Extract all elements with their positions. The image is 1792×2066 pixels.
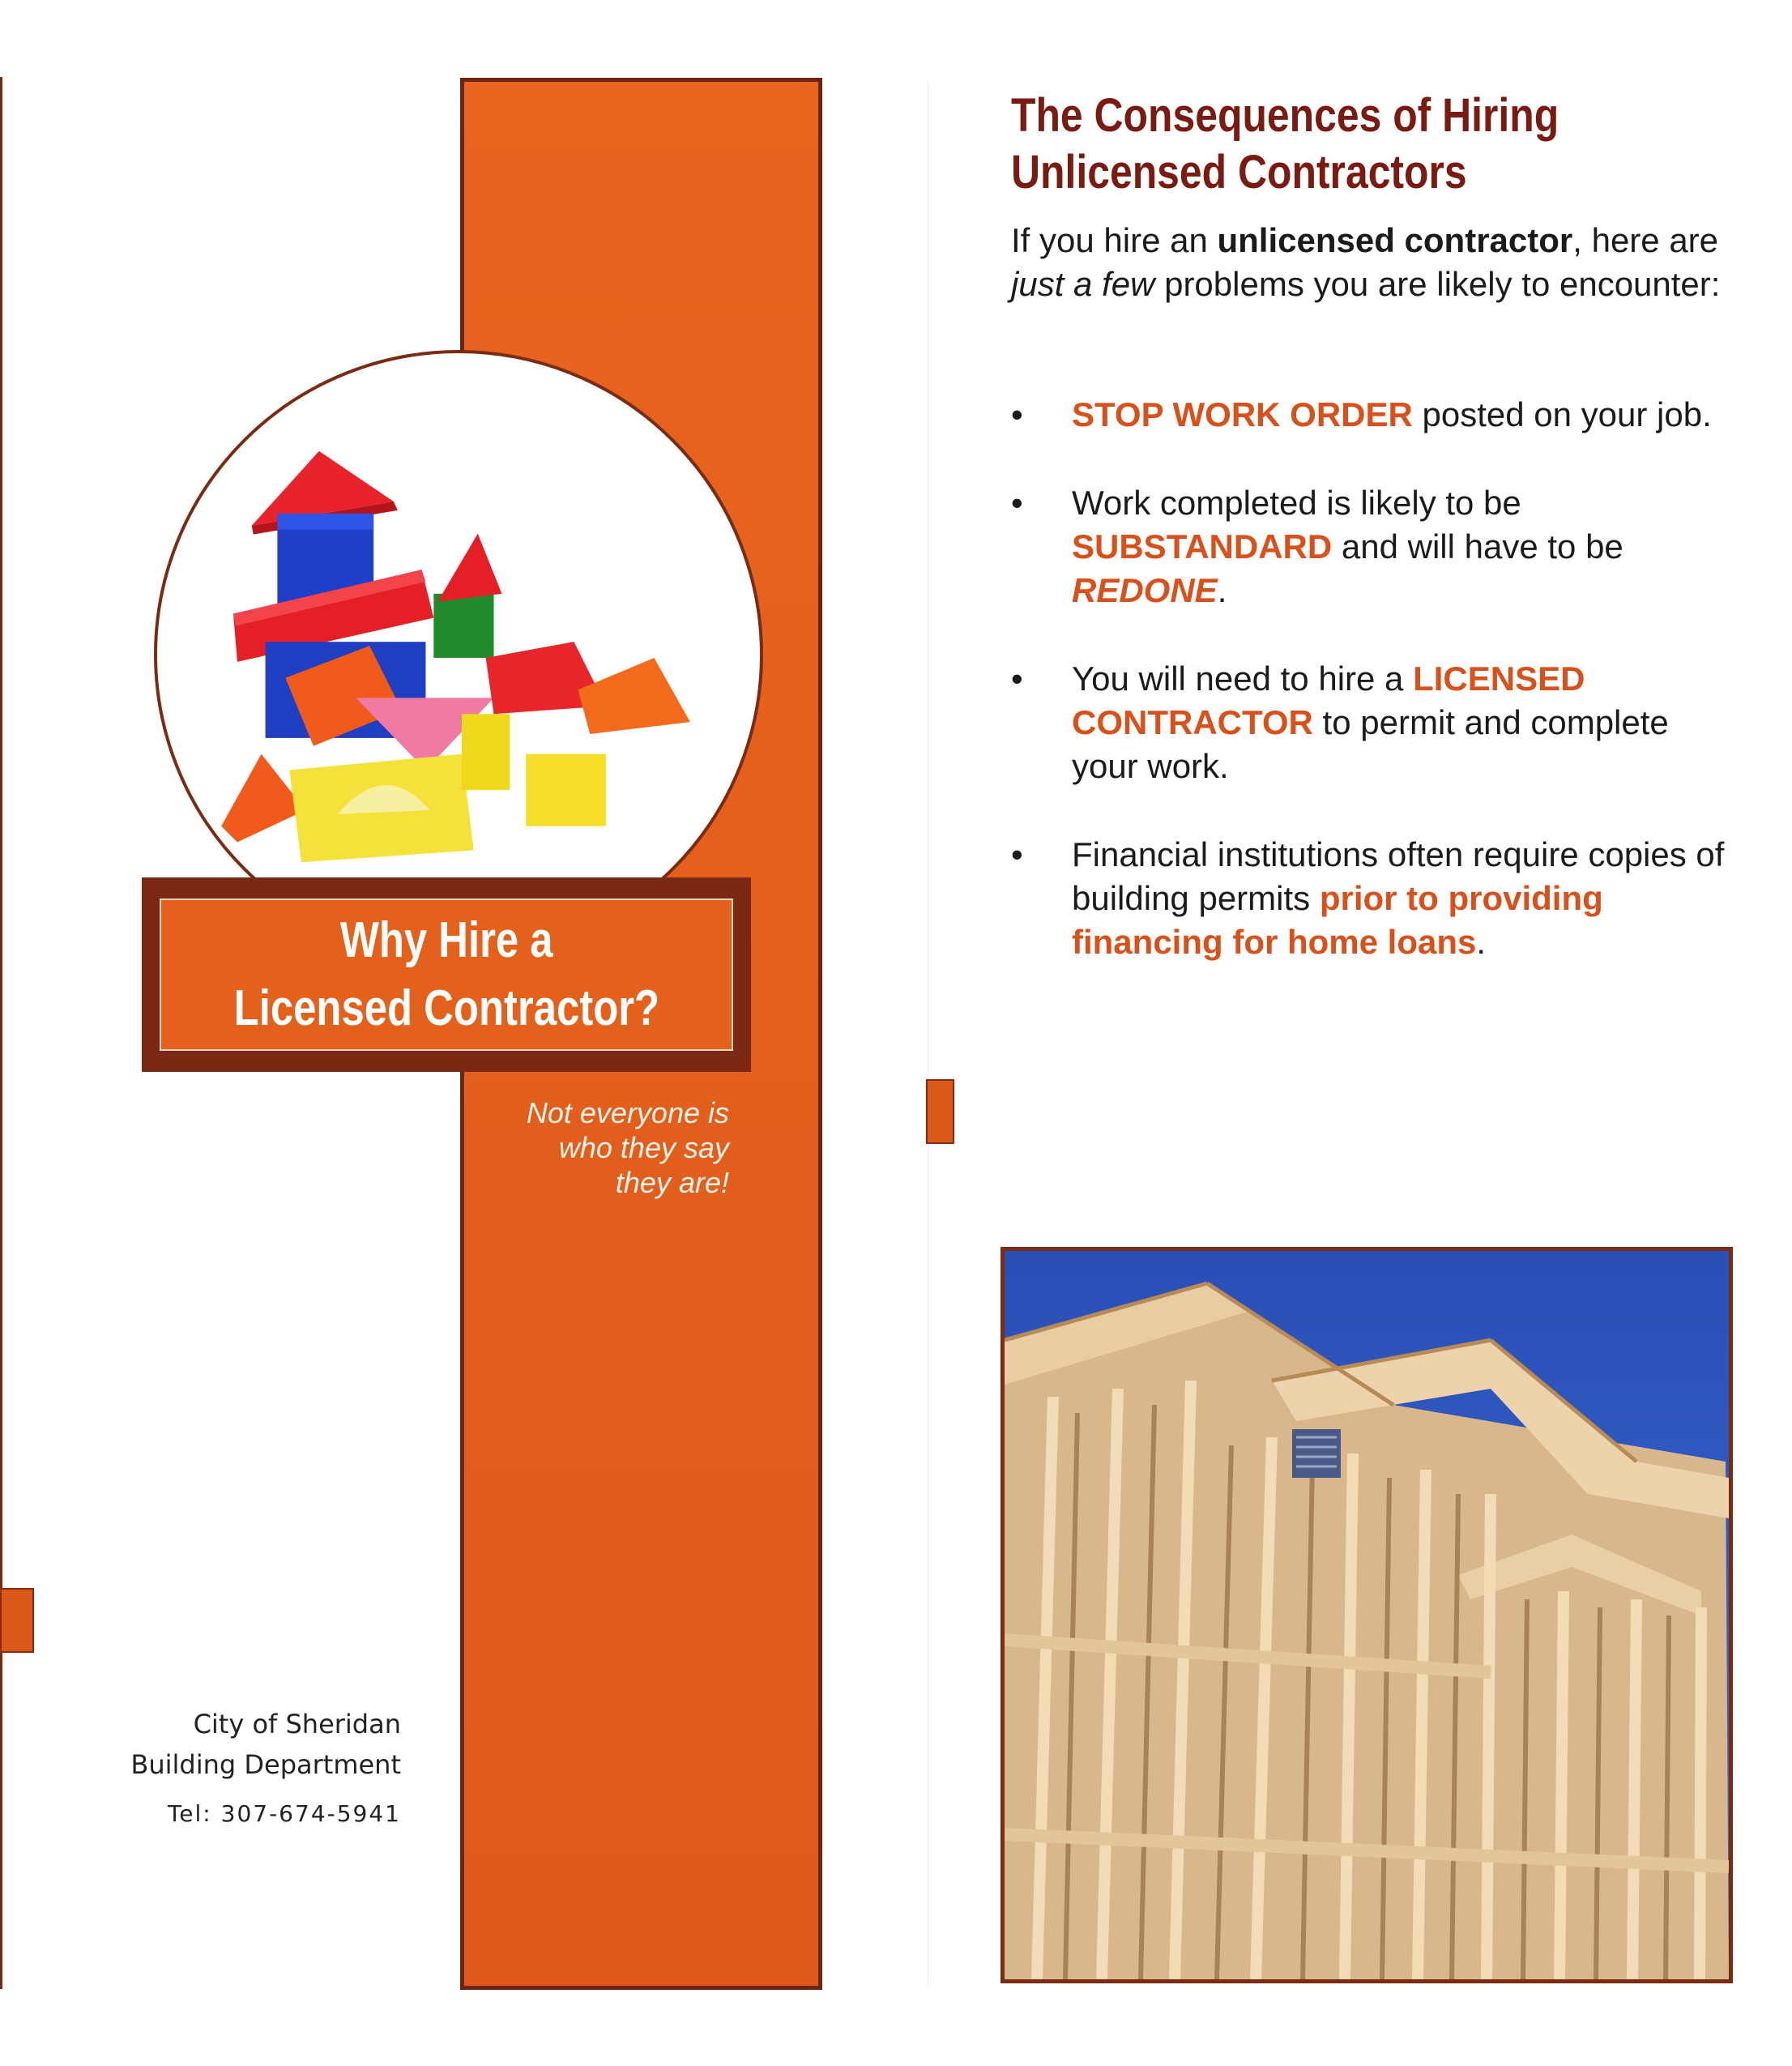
dept-telephone: Tel: 307-674-5941: [167, 1800, 401, 1827]
list-item: [1011, 833, 1740, 964]
right-edge-tab: [926, 1079, 954, 1144]
bullet-2-text-a: Work completed is likely to be: [1072, 484, 1521, 522]
bullet-1-text: posted on your job.: [1412, 395, 1712, 433]
bullet-icon: •: [1011, 484, 1023, 522]
bullet-3-text-b: to permit and complete your work.: [1072, 703, 1669, 785]
intro-c: , here are: [1572, 221, 1719, 259]
left-edge-tab: [0, 1588, 34, 1653]
tagline: [460, 1095, 729, 1200]
dept-name: Building Department: [130, 1749, 401, 1780]
bullet-2-text-c: .: [1217, 571, 1227, 609]
bullet-1-highlight: STOP WORK ORDER: [1072, 395, 1413, 433]
title-line-1: Why Hire a: [339, 912, 553, 968]
tagline-line-3: they are!: [615, 1166, 729, 1199]
heading-line-2: Unlicensed Contractors: [1011, 146, 1467, 198]
title-line-2: Licensed Contractor?: [233, 980, 659, 1036]
intro-paragraph: [1011, 219, 1740, 306]
bullet-4-text-b: .: [1476, 923, 1487, 961]
intro-italic: just a few: [1011, 265, 1155, 303]
toy-blocks-image: [154, 350, 763, 959]
bullet-2-highlight-a: SUBSTANDARD: [1072, 527, 1333, 566]
bullet-3-highlight: LICENSED CONTRACTOR: [1072, 659, 1585, 741]
intro-a: If you hire an: [1011, 221, 1218, 259]
bullet-icon: •: [1011, 395, 1023, 433]
department-info: [81, 1704, 401, 1830]
title-box: [160, 899, 733, 1051]
intro-bold: unlicensed contractor: [1217, 221, 1573, 259]
bullet-icon: •: [1011, 659, 1023, 698]
bullet-2-highlight-b: REDONE: [1072, 571, 1218, 609]
house-framing-photo: [1001, 1247, 1733, 1983]
dept-city: City of Sheridan: [193, 1709, 401, 1739]
intro-e: problems you are likely to encounter:: [1154, 265, 1721, 303]
bullet-4-highlight: prior to providing financing for home loans: [1072, 879, 1603, 961]
bullet-4-text-a: Financial institutions often require copies of building permits: [1072, 835, 1725, 917]
heading-line-1: The Consequences of Hiring: [1011, 89, 1559, 142]
bullet-2-text-b: and will have to be: [1332, 527, 1623, 566]
tagline-line-2: who they say: [558, 1131, 729, 1164]
bullet-icon: •: [1011, 835, 1023, 873]
tagline-line-1: Not everyone is: [526, 1096, 729, 1129]
list-item: [1011, 393, 1740, 437]
title-band: [142, 877, 751, 1072]
bullet-3-text-a: You will need to hire a: [1072, 659, 1414, 698]
consequences-heading: [1011, 88, 1638, 201]
left-edge-rule: [0, 77, 2, 1989]
consequence-list: [1011, 393, 1740, 1009]
list-item: [1011, 657, 1740, 788]
list-item: [1011, 481, 1740, 613]
